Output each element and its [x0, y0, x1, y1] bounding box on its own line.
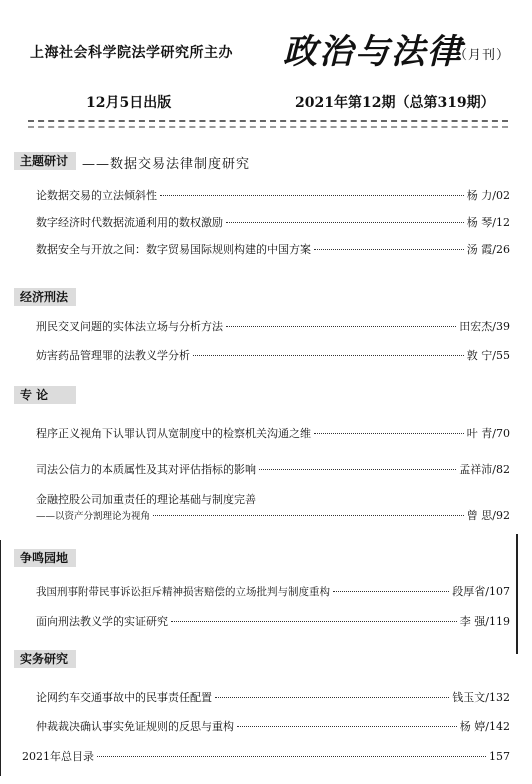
entry-page: /12: [492, 216, 510, 229]
entry-author: 汤 霞: [466, 243, 493, 256]
journal-title: 政治与法律: [283, 32, 463, 72]
leader-dots: [193, 355, 464, 356]
entry-page: /26: [492, 243, 510, 256]
entry-page: /142: [485, 720, 510, 733]
entry-page: /70: [492, 427, 510, 440]
section-label-special: 专 论: [14, 386, 76, 404]
entry-author: 孟祥沛: [459, 463, 493, 476]
frame-line: [0, 540, 1, 776]
toc-entry[interactable]: [36, 214, 510, 230]
entry-title: 司法公信力的本质属性及其对评估指标的影响: [36, 463, 256, 476]
entry-title: 程序正义视角下认罪认罚从宽制度中的检察机关沟通之维: [36, 427, 311, 440]
entry-title: 妨害药品管理罪的法教义学分析: [36, 349, 190, 362]
leader-dots: [153, 515, 464, 516]
sponsor-text: 上海社会科学院法学研究所主办: [30, 45, 233, 61]
entry-title: 仲裁裁决确认事实免证规则的反思与重构: [36, 720, 234, 733]
entry-author: 段厚省: [452, 585, 486, 598]
entry-author: 李 强: [459, 615, 486, 628]
entry-author: 钱玉文: [452, 691, 486, 704]
toc-entry-index[interactable]: [22, 748, 510, 764]
leader-dots: [314, 433, 464, 434]
section-theme-title: ——数据交易法律制度研究: [82, 157, 251, 172]
section-label-practice: 实务研究: [14, 650, 76, 668]
toc-entry[interactable]: [36, 718, 510, 734]
journal-frequency: （月刊）: [454, 48, 511, 63]
leader-dots: [171, 621, 457, 622]
leader-dots: [237, 726, 457, 727]
leader-dots: [314, 249, 464, 250]
leader-dots: [160, 195, 464, 196]
toc-entry[interactable]: [36, 507, 510, 523]
entry-title: 数据安全与开放之间：数字贸易国际规则构建的中国方案: [36, 243, 311, 256]
entry-page: /55: [492, 349, 510, 362]
leader-dots: [97, 756, 486, 757]
entry-title: 面向刑法教义学的实证研究: [36, 615, 168, 628]
entry-title: 数字经济时代数据流通利用的数权激励: [36, 216, 223, 229]
entry-author: 田宏杰: [459, 320, 493, 333]
toc-entry[interactable]: [36, 347, 510, 363]
leader-dots: [226, 326, 456, 327]
entry-author: 敦 宁: [466, 349, 493, 362]
toc-entry[interactable]: [36, 187, 510, 203]
entry-page: 157: [489, 750, 510, 763]
toc-entry[interactable]: [36, 689, 510, 705]
toc-entry[interactable]: [36, 613, 510, 629]
entry-title: 2021年总目录: [22, 750, 94, 763]
entry-page: /82: [492, 463, 510, 476]
leader-dots: [226, 222, 464, 223]
entry-page: /02: [492, 189, 510, 202]
entry-author: 叶 青: [466, 427, 493, 440]
entry-subtitle: ——以资产分割理论为视角: [36, 511, 151, 522]
entry-author: 曾 思: [466, 509, 493, 522]
entry-page: /39: [492, 320, 510, 333]
entry-title: 刑民交叉问题的实体法立场与分析方法: [36, 320, 223, 333]
entry-author: 杨 婷: [459, 720, 486, 733]
section-label-debate: 争鸣园地: [14, 549, 76, 567]
entry-title: 我国刑事附带民事诉讼拒斥精神损害赔偿的立场批判与制度重构: [36, 586, 330, 598]
toc-entry[interactable]: [36, 425, 510, 441]
section-label-theme: 主题研讨: [14, 152, 76, 170]
entry-title: 论数据交易的立法倾斜性: [36, 189, 157, 202]
leader-dots: [215, 697, 449, 698]
entry-page: /107: [485, 585, 510, 598]
section-label-economic: 经济刑法: [14, 288, 76, 306]
toc-entry[interactable]: [36, 241, 510, 257]
frame-line: [516, 534, 518, 654]
entry-page: /119: [485, 615, 510, 628]
entry-page: /132: [485, 691, 510, 704]
entry-page: /92: [492, 509, 510, 522]
entry-title: 论网约车交通事故中的民事责任配置: [36, 691, 212, 704]
entry-author: 杨 琴: [466, 216, 493, 229]
leader-dots: [259, 469, 456, 470]
header-divider: [28, 120, 508, 128]
toc-entry[interactable]: [36, 583, 510, 599]
issue-number: 2021年第12期（总第319期）: [295, 95, 495, 111]
publication-date: 12月5日出版: [86, 95, 172, 111]
toc-entry[interactable]: [36, 318, 510, 334]
toc-entry[interactable]: [36, 461, 510, 477]
leader-dots: [333, 591, 449, 592]
entry-title[interactable]: 金融控股公司加重责任的理论基础与制度完善: [36, 493, 256, 506]
entry-author: 杨 力: [466, 189, 493, 202]
